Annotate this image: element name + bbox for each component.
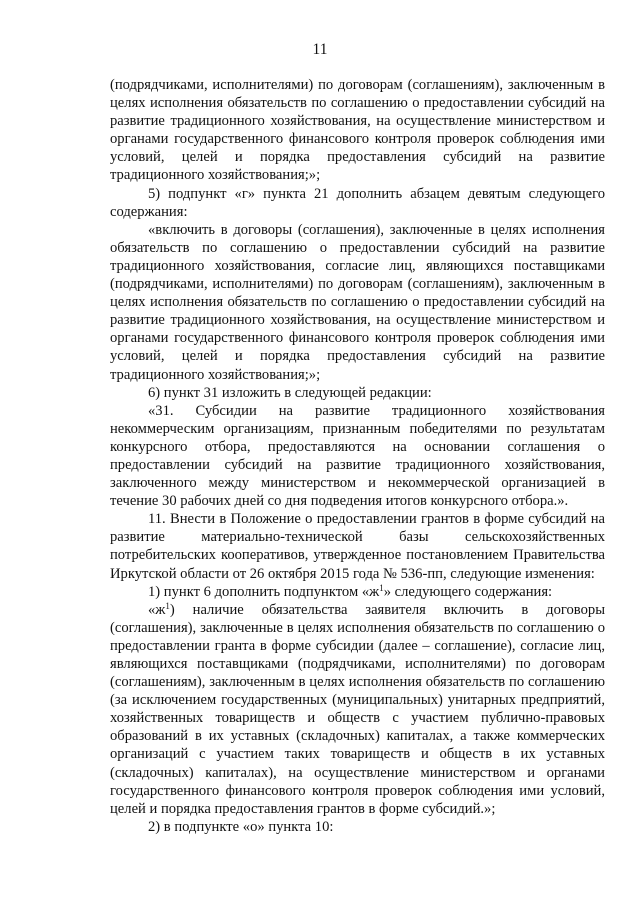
paragraph bbox=[110, 601, 605, 818]
paragraph-text: «ж bbox=[148, 601, 166, 618]
paragraph: 5) подпункт «г» пункта 21 дополнить абзацем девятым следующего содержания: bbox=[110, 185, 605, 220]
paragraph-text: » следующего содержания: bbox=[383, 583, 553, 600]
paragraph: 6) пункт 31 изложить в следующей редакции: bbox=[148, 384, 432, 401]
superscript: 1 bbox=[379, 582, 384, 593]
paragraph: «включить в договоры (соглашения), заключенные в целях исполнения обязательств по соглашению о предоставлении субсидий на развитие традиционного хозяйствования, согласие лиц, являющихся поставщиками (подрядчиками, исполнителями) по договорам (соглашениям), заключенным в целях исполнения обязательств по соглашению о предоставлении субсидий на развитие традиционного хозяйствования, на осуществление министерством и органами государственного финансового контроля проверок соблюдения ими условий, целей и порядка предоставления субсидий на развитие традиционного хозяйствования;»; bbox=[110, 221, 605, 383]
paragraph: (подрядчиками, исполнителями) по договорам (соглашениям), заключенным в целях исполнения обязательств по соглашению о предоставлении субсидий на развитие традиционного хозяйствования, на осуществление министерством и органами государственного финансового контроля проверок соблюдения ими условий, целей и порядка предоставления субсидий на развитие традиционного хозяйствования;»; bbox=[110, 77, 605, 184]
paragraph: 11. Внести в Положение о предоставлении грантов в форме субсидий на развитие материально-технической базы сельскохозяйственных потребительских кооперативов, утвержденное постановлением Правительства Иркутской области от 26 октября 2015 года № 536-пп, следующие изменения: bbox=[110, 511, 605, 582]
superscript: 1 bbox=[165, 600, 170, 611]
paragraph: «31. Субсидии на развитие традиционного хозяйствования некоммерческим организациям, признанным победителями по результатам конкурсного отбора, предоставляются на основании соглашения о предоставлении субсидий на развитие традиционного хозяйствования, заключенного между министерством и некоммерческой организацией в течение 30 рабочих дней со дня подведения итогов конкурсного отбора.». bbox=[110, 402, 605, 510]
page-number: 11 bbox=[312, 41, 328, 58]
paragraph bbox=[110, 583, 605, 601]
paragraph-text: ) наличие обязательства заявителя включить в договоры (соглашения), заключенные в целях исполнения обязательств по соглашению о предоставлении гранта в форме субсидии (далее – соглашение), согласие лиц, являющихся поставщиками (подрядчиками, исполнителями) по договорам (соглашениям), заключенным в целях исполнения обязательств по соглашению (за исключением государственных (муниципальных) унитарных предприятий, хозяйственных товариществ и обществ с участием публично-правовых образований в их уставных (складочных) капиталах, а также коммерческих организаций с участием таких товариществ и обществ в их уставных (складочных) капиталах), на осуществление министерством и органами государственного финансового контроля проверок соблюдения ими условий, целей и порядка предоставления грантов в форме субсидий.»; bbox=[110, 601, 605, 817]
paragraph-text: 1) пункт 6 дополнить подпунктом «ж bbox=[148, 583, 380, 600]
document-body bbox=[110, 76, 605, 836]
paragraph: 2) в подпункте «о» пункта 10: bbox=[148, 818, 334, 835]
